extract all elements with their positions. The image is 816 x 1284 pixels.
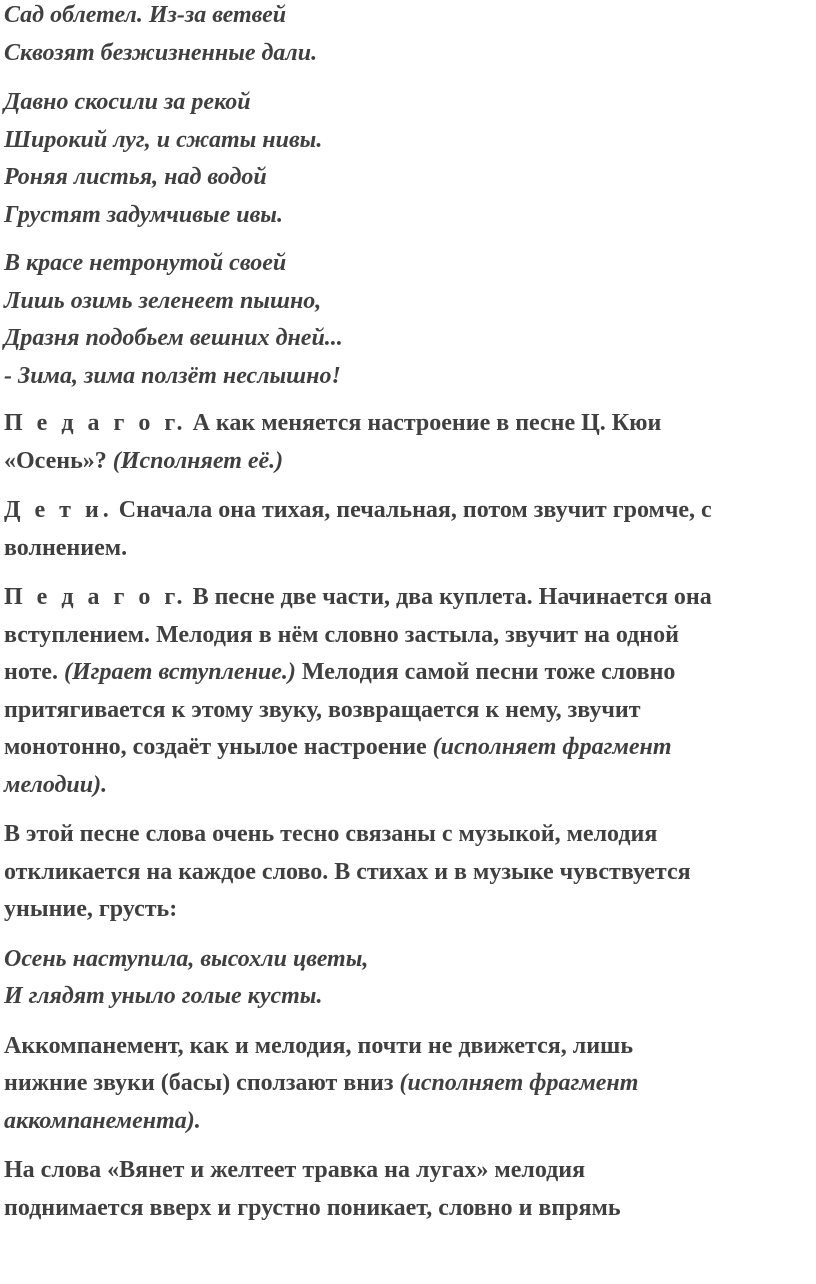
dialogue-text: «Осень»? xyxy=(4,447,113,474)
poem-line: Сквозят безжизненные дали. xyxy=(4,39,318,66)
poem-line: Осень наступила, высохли цветы, xyxy=(4,945,369,972)
dialogue-text: Сначала она тихая, печальная, потом звучит громче, с xyxy=(112,497,712,523)
poem-line: Широкий луг, и сжаты нивы. xyxy=(4,126,323,153)
stage-direction: (Исполняет её.) xyxy=(112,447,284,474)
poem-stanza-3 xyxy=(4,245,810,395)
poem-line: Дразня подобьем вешних дней... xyxy=(4,325,343,351)
paragraph-accompaniment xyxy=(4,1028,810,1141)
stage-direction: (исполняет фрагмент xyxy=(432,734,672,760)
poem-line: - Зима, зима ползёт неслышно! xyxy=(4,362,341,389)
dialogue-text: монотонно, создаёт унылое настроение xyxy=(4,734,433,760)
paragraph-line: уныние, грусть: xyxy=(4,896,178,922)
dialogue-text: вступлением. Мелодия в нём словно застыла, звучит на одной xyxy=(4,621,679,648)
paragraph-line: В этой песне слова очень тесно связаны с музыкой, мелодия xyxy=(4,821,658,847)
poem-stanza-2 xyxy=(4,84,810,234)
poem-line: Сад облетел. Из-за ветвей xyxy=(4,2,287,28)
poem-line: Грустят задумчивые ивы. xyxy=(4,201,283,228)
dialogue-teacher-1 xyxy=(4,405,810,480)
dialogue-text: ноте. xyxy=(4,659,64,685)
dialogue-text: А как меняется настроение в песне Ц. Кюи xyxy=(186,410,662,436)
poem-line: Давно скосили за рекой xyxy=(4,89,251,115)
poem-line: Лишь озимь зеленеет пышно, xyxy=(4,287,322,314)
paragraph-line: поднимается вверх и грустно поникает, словно и впрямь xyxy=(4,1194,621,1221)
poem-stanza-1 xyxy=(4,0,810,72)
dialogue-children xyxy=(4,492,810,567)
dialogue-text: притягивается к этому звуку, возвращается к нему, звучит xyxy=(4,696,641,723)
dialogue-text: волнением. xyxy=(4,534,128,561)
paragraph-text: нижние звуки (басы) сползают вниз xyxy=(4,1070,400,1096)
dialogue-text: Мелодия самой песни тоже словно xyxy=(295,659,676,685)
poem-line: Роняя листья, над водой xyxy=(4,164,267,190)
dialogue-teacher-2 xyxy=(4,579,810,804)
dialogue-text: В песне две части, два куплета. Начинается она xyxy=(186,584,712,610)
paragraph-song-words xyxy=(4,816,810,929)
speaker-label: Д е т и. xyxy=(4,497,113,523)
speaker-label: П е д а г о г. xyxy=(4,584,187,610)
stage-direction: аккомпанемента). xyxy=(4,1107,201,1134)
stage-direction: (Играет вступление.) xyxy=(63,659,296,685)
speaker-label: П е д а г о г. xyxy=(4,410,187,436)
stage-direction: мелодии). xyxy=(4,771,108,798)
stage-direction: (исполняет фрагмент xyxy=(399,1070,639,1096)
paragraph-melody xyxy=(4,1152,810,1227)
paragraph-line: откликается на каждое слово. В стихах и в музыке чувствуется xyxy=(4,858,691,885)
poem-stanza-4 xyxy=(4,941,810,1016)
paragraph-line: Аккомпанемент, как и мелодия, почти не движется, лишь xyxy=(4,1032,634,1059)
poem-line: И глядят уныло голые кусты. xyxy=(4,983,323,1009)
poem-line: В красе нетронутой своей xyxy=(4,250,287,276)
paragraph-line: На слова «Вянет и желтеет травка на лугах» мелодия xyxy=(4,1157,586,1183)
